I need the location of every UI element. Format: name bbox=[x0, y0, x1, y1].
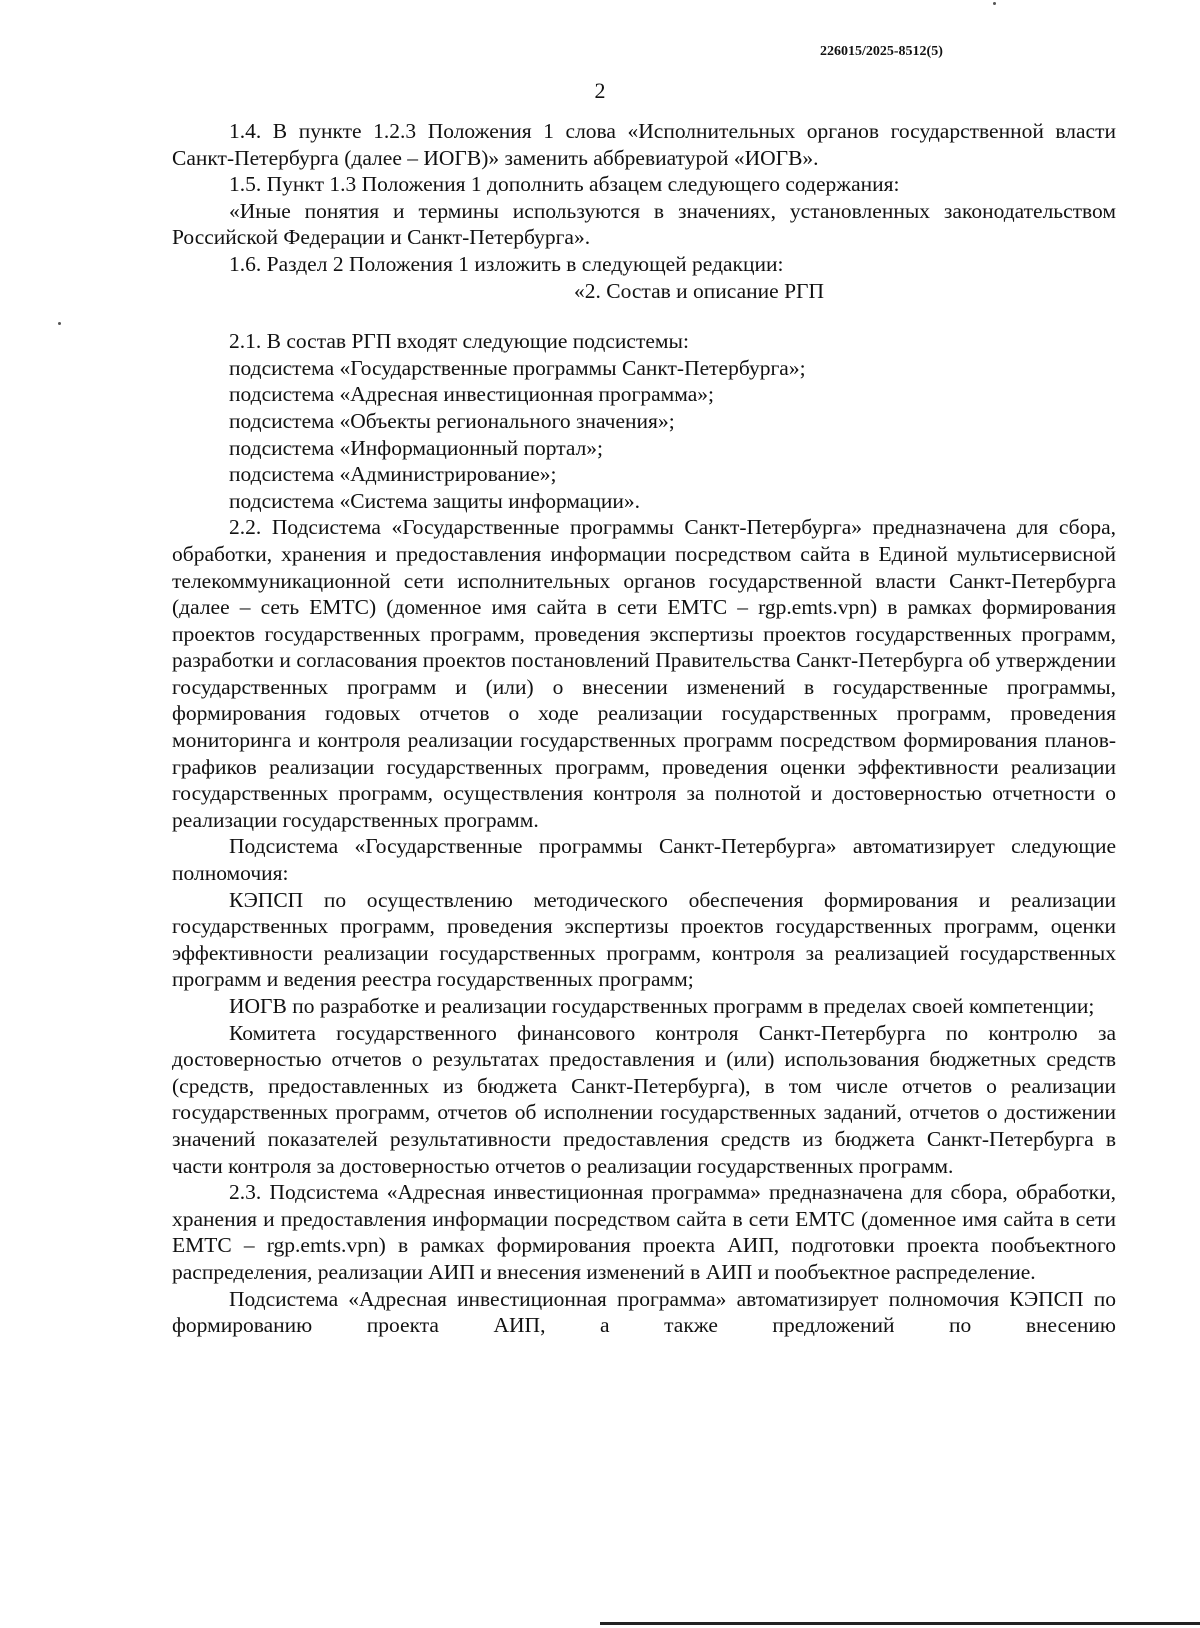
paragraph-kepsp-powers: КЭПСП по осуществлению методического обеспечения формирования и реализации государственных программ, проведения экспертизы проектов государственных программ, оценки эффективности реализации государственных программ, контроля за реализацией государственных программ и ведения реестра государственных программ; bbox=[172, 887, 1116, 992]
document-body bbox=[172, 118, 1116, 1339]
list-item-subsystem: подсистема «Адресная инвестиционная программа»; bbox=[229, 382, 714, 407]
paragraph-1-6: 1.6. Раздел 2 Положения 1 изложить в следующей редакции: bbox=[229, 251, 784, 276]
paragraph-committee-powers: Комитета государственного финансового контроля Санкт-Петербурга по контролю за достоверностью отчетов о результатах предоставления и (или) использования бюджетных средств (средств, предоставленных из бюджета Санкт-Петербурга), в том числе отчетов о реализации государственных программ, отчетов об исполнении государственных заданий, отчетов о достижении значений показателей результативности предоставления средств из бюджета Санкт-Петербурга в части контроля за достоверностью отчетов о реализации государственных программ. bbox=[172, 1020, 1116, 1178]
paragraph-automation-gp: Подсистема «Государственные программы Санкт-Петербурга» автоматизирует следующие полномочия: bbox=[172, 834, 1116, 886]
scan-edge-line bbox=[600, 1622, 1200, 1625]
list-item-subsystem: подсистема «Информационный портал»; bbox=[229, 435, 604, 460]
list-item-subsystem: подсистема «Система защиты информации». bbox=[229, 488, 641, 513]
paragraph-iogv-powers: ИОГВ по разработке и реализации государственных программ в пределах своей компетенции; bbox=[229, 994, 1095, 1018]
scan-speck bbox=[993, 2, 996, 5]
list-item-subsystem: подсистема «Объекты регионального значения»; bbox=[229, 408, 675, 433]
paragraph-1-5: 1.5. Пункт 1.3 Положения 1 дополнить абзацем следующего содержания: bbox=[229, 172, 900, 197]
paragraph-2-3: 2.3. Подсистема «Адресная инвестиционная программа» предназначена для сбора, обработки, хранения и предоставления информации посредством сайта в сети ЕМТС (доменное имя сайта в сети ЕМТС – rgp.emts.vpn) в рамках формирования проекта АИП, подготовки проекта пообъектного распределения, реализации АИП и внесения изменений в АИП и пообъектное распределение. bbox=[172, 1180, 1116, 1284]
list-item-subsystem: подсистема «Государственные программы Санкт-Петербурга»; bbox=[229, 355, 806, 380]
paragraph-1-4: 1.4. В пункте 1.2.3 Положения 1 слова «Исполнительных органов государственной власти Санкт-Петербурга (далее – ИОГВ)» заменить аббревиатурой «ИОГВ». bbox=[172, 119, 1116, 170]
scan-speck bbox=[58, 322, 61, 325]
paragraph-automation-aip: Подсистема «Адресная инвестиционная программа» автоматизирует полномочия КЭПСП по формированию проекта АИП, а также предложений по внесению bbox=[172, 1286, 1116, 1338]
paragraph-2-1: 2.1. В состав РГП входят следующие подсистемы: bbox=[229, 329, 689, 354]
page-number: 2 bbox=[594, 78, 606, 103]
section-heading-2: «2. Состав и описание РГП bbox=[574, 278, 824, 303]
paragraph-2-2: 2.2. Подсистема «Государственные программы Санкт-Петербурга» предназначена для сбора, обработки, хранения и предоставления информации посредством сайта в Единой мультисервисной телекоммуникационной сети исполнительных органов государственной власти Санкт-Петербурга (далее – сеть ЕМТС) (доменное имя сайта в сети ЕМТС – rgp.emts.vpn) в рамках формирования проектов государственных программ, проведения экспертизы проектов государственных программ, разработки и согласования проектов постановлений Правительства Санкт-Петербурга об утверждении государственных программ и (или) о внесении изменений в государственные программы, формирования годовых отчетов о ходе реализации государственных программ, проведения мониторинга и контроля реализации государственных программ посредством формирования планов-графиков реализации государственных программ, проведения оценки эффективности реализации государственных программ, осуществления контроля за полнотой и достоверностью отчетности о реализации государственных программ. bbox=[172, 515, 1116, 832]
list-item-subsystem: подсистема «Администрирование»; bbox=[229, 462, 557, 487]
document-registration-number: 226015/2025-8512(5) bbox=[820, 44, 943, 59]
paragraph-quote-terms: «Иные понятия и термины используются в значениях, установленных законодательством Российской Федерации и Санкт-Петербурга». bbox=[172, 198, 1116, 250]
